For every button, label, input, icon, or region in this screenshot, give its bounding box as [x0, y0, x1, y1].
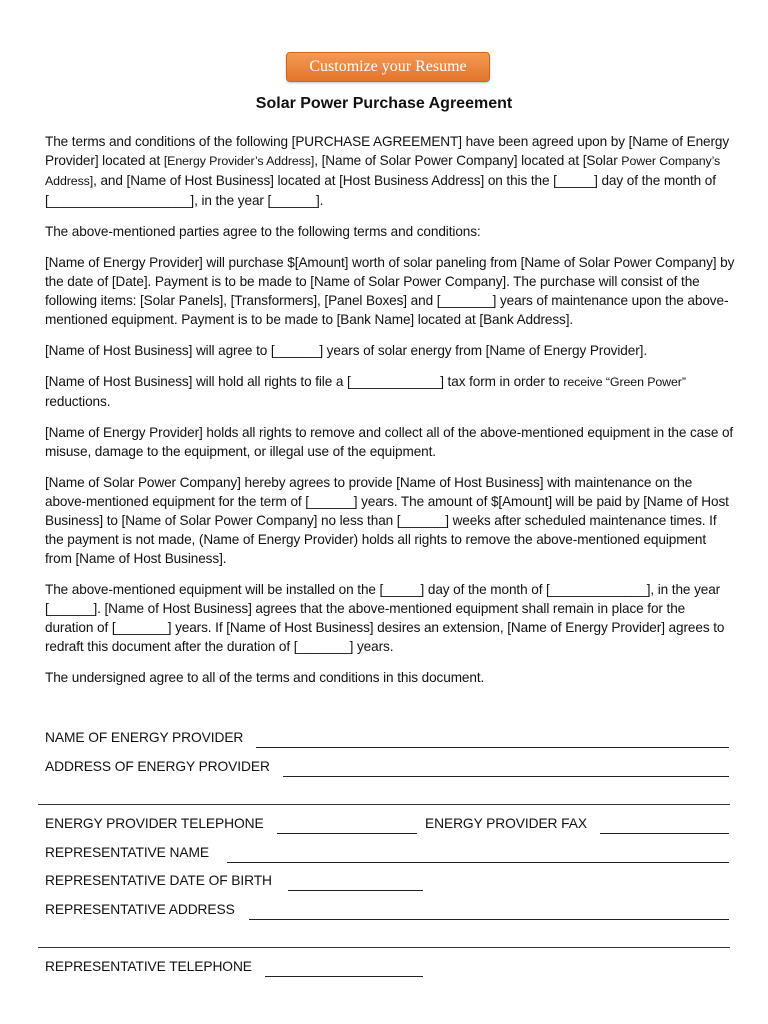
installation-paragraph: The above-mentioned equipment will be installed on the [_____] day of the month of [_____________], in the year [______]. [Name of Host Business] agrees that the above-mentioned equipment shall remain in place for the duration of [_______] years. If [Name of Host Business] desires an extension, [Name of Energy Provider] agrees to redraft this document after the duration of [_______] years.: [45, 582, 725, 654]
energy-provider-name-label: NAME OF ENERGY PROVIDER: [45, 730, 244, 745]
energy-provider-address-field[interactable]: [283, 776, 729, 777]
representative-address-field[interactable]: [249, 919, 729, 920]
representative-dob-field[interactable]: [288, 890, 423, 891]
section-divider: [38, 947, 730, 948]
energy-provider-address-label: ADDRESS OF ENERGY PROVIDER: [45, 759, 270, 774]
representative-name-label: REPRESENTATIVE NAME: [45, 845, 209, 860]
representative-address-label: REPRESENTATIVE ADDRESS: [45, 902, 235, 917]
agreement-body: [45, 132, 735, 699]
representative-telephone-label: REPRESENTATIVE TELEPHONE: [45, 959, 252, 974]
customize-resume-button[interactable]: Customize your Resume: [286, 52, 490, 82]
section-divider: [38, 804, 730, 805]
representative-telephone-field[interactable]: [265, 976, 423, 977]
terms-intro-paragraph: The above-mentioned parties agree to the following terms and conditions:: [45, 224, 481, 239]
tax-form-paragraph: [45, 372, 735, 411]
representative-name-field[interactable]: [227, 862, 729, 863]
tax-text-2: receive “Green Power”: [563, 375, 686, 389]
tax-text-1: [Name of Host Business] will hold all rights to file a [____________] tax form in order to: [45, 374, 564, 389]
representative-dob-label: REPRESENTATIVE DATE OF BIRTH: [45, 873, 272, 888]
intro-paragraph: [45, 132, 735, 210]
solar-energy-paragraph: [Name of Host Business] will agree to [______] years of solar energy from [Name of Energy Provider].: [45, 343, 647, 358]
energy-provider-telephone-label: ENERGY PROVIDER TELEPHONE: [45, 816, 264, 831]
intro-text-5: , and [Name of Host Business] located at [Host Business Address] on this the [_____] day of the month of [___________________], in the year [______].: [45, 173, 716, 208]
removal-rights-paragraph: [Name of Energy Provider] holds all rights to remove and collect all of the above-mentioned equipment in the case of misuse, damage to the equipment, or illegal use of the equipment.: [45, 425, 734, 459]
intro-text-4: Power Company’s Address]: [45, 154, 721, 188]
tax-text-3: reductions.: [45, 394, 111, 409]
purchase-paragraph: [Name of Energy Provider] will purchase $[Amount] worth of solar paneling from [Name of Solar Power Company] by the date of [Date]. Payment is to be made to [Name of Solar Power Company]. The purchase will consist of the following items: [Solar Panels], [Transformers], [Panel Boxes] and [_______] years of maintenance upon the above-mentioned equipment. Payment is to be made to [Bank Name] located at [Bank Address].: [45, 255, 735, 327]
energy-provider-fax-label: ENERGY PROVIDER FAX: [425, 816, 587, 831]
energy-provider-name-field[interactable]: [256, 747, 729, 748]
energy-provider-fax-field[interactable]: [600, 833, 729, 834]
agreement-paragraph: The undersigned agree to all of the terms and conditions in this document.: [45, 670, 485, 685]
document-title: Solar Power Purchase Agreement: [255, 95, 513, 112]
intro-text-2: [Energy Provider’s Address]: [163, 154, 315, 168]
intro-text-3: , [Name of Solar Power Company] located at [Solar: [314, 153, 622, 168]
intro-text-1: The terms and conditions of the following [PURCHASE AGREEMENT] have been agreed upon by [Name of Energy Provider] located at: [45, 134, 730, 168]
maintenance-paragraph: [Name of Solar Power Company] hereby agrees to provide [Name of Host Business] with maintenance on the above-mentioned equipment for the term of [______] years. The amount of $[Amount] will be paid by [Name of Host Business] to [Name of Solar Power Company] no less than [______] weeks after scheduled maintenance times. If the payment is not made, (Name of Energy Provider) holds all rights to remove the above-mentioned equipment from [Name of Host Business].: [45, 475, 729, 566]
energy-provider-telephone-field[interactable]: [277, 833, 417, 834]
